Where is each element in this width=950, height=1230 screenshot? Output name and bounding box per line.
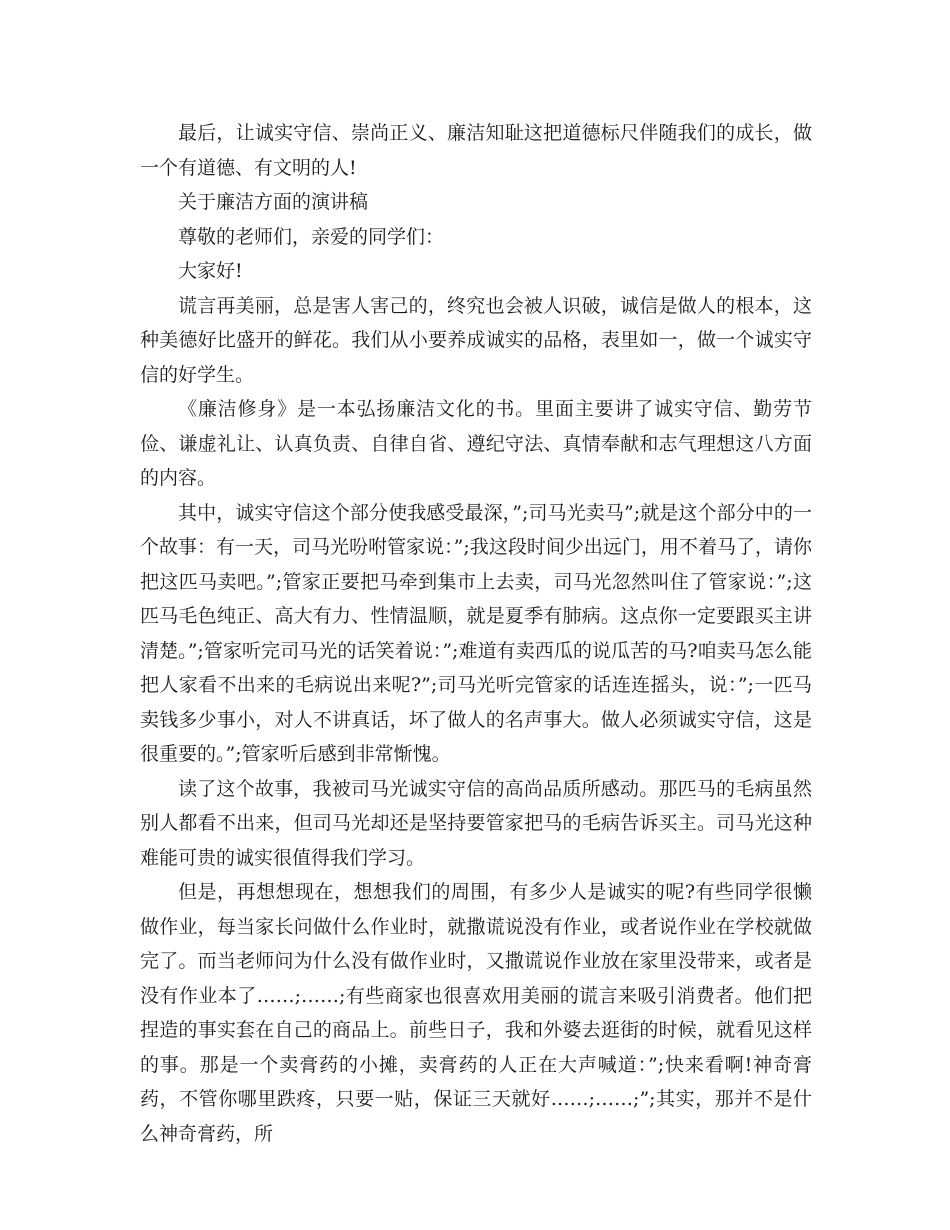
greeting: 大家好!: [178, 260, 243, 282]
paragraph-story: 其中，诚实守信这个部分使我感受最深，”;司马光卖马”;就是这个部分中的一个故事：有一天，司马光吩咐管家说：”;我这段时间少出远门，用不着马了，请你把这匹马卖吧。”;管家正要把马牵到集市上去卖，司马光忽然叫住了管家说：”;这匹马毛色纯正、高大有力、性情温顺，就是夏季有肺病。这点你一定要跟买主讲清楚。”;管家听完司马光的话笑着说：”;难道有卖西瓜的说瓜苦的马?咱卖马怎么能把人家看不出来的毛病说出来呢?”;司马光听完管家的话连连摇头，说：”;一匹马卖钱多少事小，对人不讲真话，坏了做人的名声事大。做人必须诚实守信，这是很重要的。”;管家听后感到非常惭愧。: [140, 501, 812, 765]
salutation: 尊敬的老师们，亲爱的同学们：: [178, 225, 445, 248]
paragraph-reflection: 读了这个故事，我被司马光诚实守信的高尚品质所感动。那匹马的毛病虽然别人都看不出来，但司马光却还是坚持要管家把马的毛病告诉买主。司马光这种难能可贵的诚实很值得我们学习。: [140, 777, 812, 869]
paragraph-book: 《廉洁修身》是一本弘扬廉洁文化的书。里面主要讲了诚实守信、勤劳节俭、谦虚礼让、认真负责、自律自省、遵纪守法、真情奉献和志气理想这八方面的内容。: [140, 398, 812, 489]
document-body: [140, 116, 812, 1151]
paragraph-intro: 谎言再美丽，总是害人害己的，终究也会被人识破，诚信是做人的根本，这种美德好比盛开的鲜花。我们从小要养成诚实的品格，表里如一，做一个诚实守信的好学生。: [140, 294, 812, 386]
speech-title: 关于廉洁方面的演讲稿: [178, 191, 369, 213]
paragraph-closing: 最后，让诚实守信、崇尚正义、廉洁知耻这把道德标尺伴随我们的成长，做一个有道德、有文明的人!: [140, 122, 812, 179]
paragraph-examples: 但是，再想想现在，想想我们的周围，有多少人是诚实的呢?有些同学很懒做作业，每当家长问做什么作业时，就撒谎说没有作业，或者说作业在学校就做完了。而当老师问为什么没有做作业时，又撒谎说作业放在家里没带来，或者是没有作业本了……;……;有些商家也很喜欢用美丽的谎言来吸引消费者。他们把捏造的事实套在自己的商品上。前些日子，我和外婆去逛街的时候，就看见这样的事。那是一个卖膏药的小摊，卖膏药的人正在大声喊道：”;快来看啊!神奇膏药，不管你哪里跌疼，只要一贴，保证三天就好……;……;”;其实，那并不是什么神奇膏药，所: [140, 881, 812, 1145]
